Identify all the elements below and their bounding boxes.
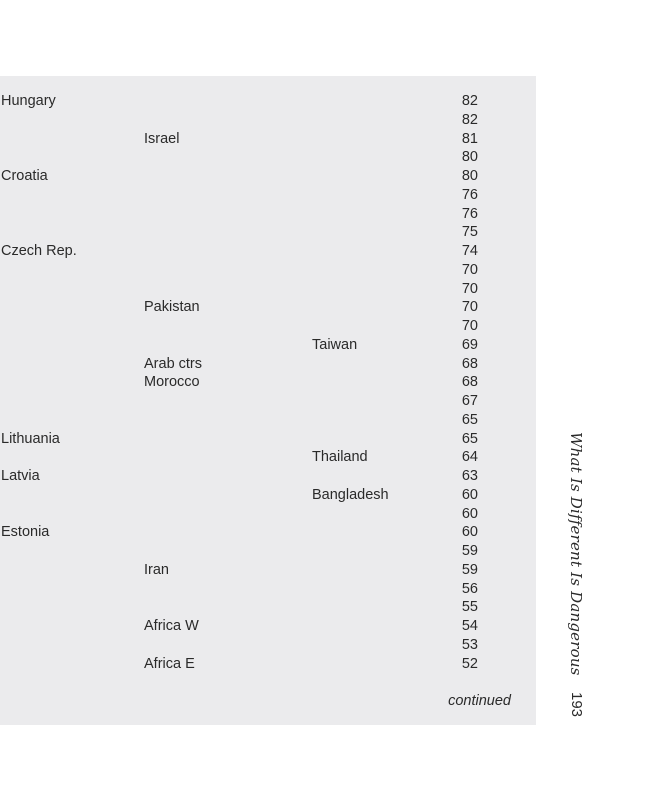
table-row — [0, 617, 536, 636]
score-value: 80 — [461, 149, 478, 166]
score-value: 65 — [461, 430, 478, 447]
table-row — [0, 505, 536, 524]
country-col-1: Latvia — [1, 468, 40, 484]
country-score-table — [0, 92, 536, 673]
score-value: 63 — [461, 468, 478, 484]
score-value: 69 — [461, 336, 478, 353]
table-row — [0, 223, 536, 242]
score-value: 59 — [461, 561, 478, 578]
score-value: 80 — [461, 168, 478, 184]
score-value: 76 — [461, 205, 478, 222]
table-row — [0, 355, 536, 374]
table-row — [0, 205, 536, 224]
table-row — [0, 636, 536, 655]
score-value: 59 — [461, 543, 478, 559]
running-title: What Is Different Is Dangerous — [567, 432, 585, 676]
table-row — [0, 430, 536, 449]
score-value: 60 — [461, 524, 478, 541]
table-row — [0, 242, 536, 261]
table-row — [0, 655, 536, 674]
table-row — [0, 298, 536, 317]
score-value: 64 — [461, 449, 478, 466]
country-col-2: Pakistan — [144, 299, 200, 316]
table-row — [0, 542, 536, 561]
table-row — [0, 411, 536, 430]
continued-note: continued — [448, 693, 511, 709]
score-value: 70 — [461, 299, 478, 316]
table-row — [0, 186, 536, 205]
table-row — [0, 111, 536, 130]
score-value: 75 — [461, 224, 478, 241]
table-row — [0, 392, 536, 411]
country-col-3: Thailand — [312, 449, 368, 466]
score-value: 60 — [461, 486, 478, 503]
country-col-1: Lithuania — [1, 430, 60, 447]
table-row — [0, 523, 536, 542]
table-row — [0, 373, 536, 392]
table-row — [0, 336, 536, 355]
table-row — [0, 467, 536, 486]
score-value: 81 — [461, 130, 478, 147]
table-row — [0, 561, 536, 580]
country-col-2: Iran — [144, 561, 169, 578]
score-value: 68 — [461, 355, 478, 372]
score-value: 74 — [461, 243, 478, 259]
table-row — [0, 448, 536, 467]
country-col-1: Estonia — [1, 524, 50, 541]
table-row — [0, 92, 536, 111]
country-col-3: Taiwan — [312, 336, 358, 353]
score-value: 70 — [461, 261, 478, 278]
country-col-1: Hungary — [1, 93, 56, 109]
score-value: 70 — [461, 318, 478, 334]
country-col-3: Bangladesh — [312, 486, 389, 503]
score-value: 82 — [461, 93, 478, 109]
country-col-1: Croatia — [1, 168, 48, 184]
score-value: 76 — [461, 186, 478, 203]
table-row — [0, 280, 536, 299]
table-row — [0, 598, 536, 617]
table-row — [0, 317, 536, 336]
table-row — [0, 167, 536, 186]
score-value: 56 — [461, 580, 478, 597]
country-col-2: Arab ctrs — [144, 355, 203, 372]
country-col-1: Czech Rep. — [1, 243, 77, 259]
score-value: 70 — [461, 280, 478, 297]
country-col-2: Africa W — [144, 618, 199, 634]
table-row — [0, 261, 536, 280]
country-col-2: Africa E — [144, 655, 195, 672]
table-row — [0, 486, 536, 505]
score-value: 53 — [461, 636, 478, 653]
country-col-2: Morocco — [144, 374, 200, 391]
score-value: 67 — [461, 393, 478, 409]
country-col-2: Israel — [144, 130, 180, 147]
table-row — [0, 130, 536, 149]
score-value: 82 — [461, 111, 478, 128]
score-value: 60 — [461, 505, 478, 522]
score-value: 52 — [461, 655, 478, 672]
page-footer — [566, 432, 585, 718]
page-number: 193 — [568, 692, 585, 718]
table-row — [0, 580, 536, 599]
table-row — [0, 148, 536, 167]
score-value: 55 — [461, 599, 478, 616]
score-value: 65 — [461, 411, 478, 428]
score-value: 54 — [461, 618, 478, 634]
score-value: 68 — [461, 374, 478, 391]
